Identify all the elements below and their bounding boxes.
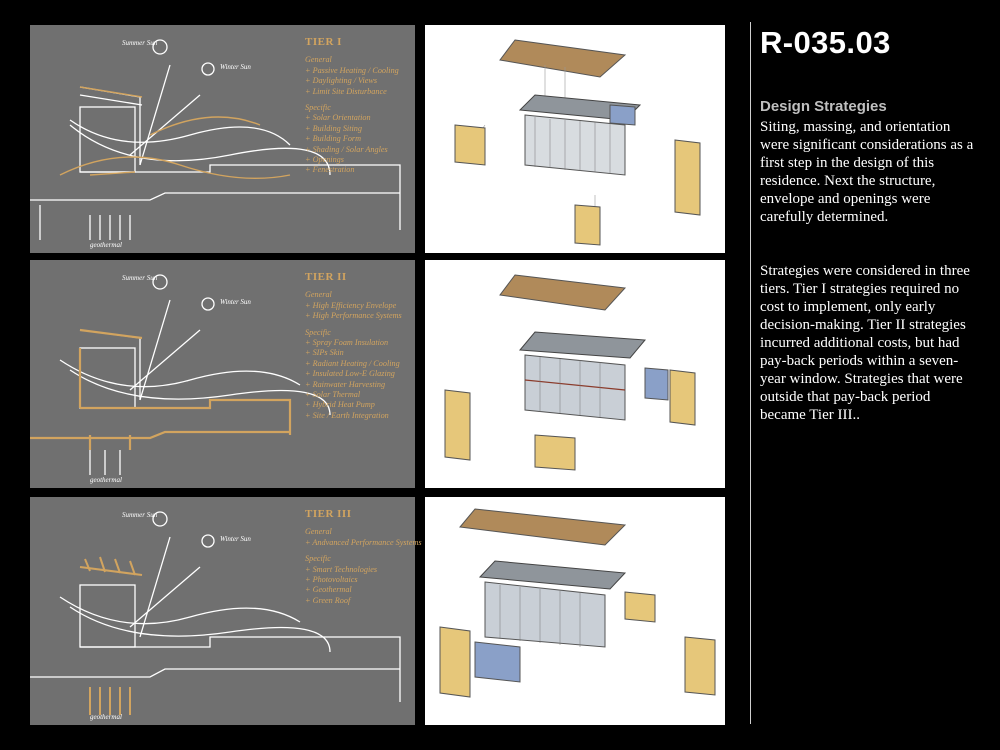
general-item: + Daylighting / Views (305, 76, 378, 86)
document-code: R-035.03 (760, 25, 891, 60)
summer-sun-label: Summer Sun (122, 274, 158, 282)
summer-sun-label: Summer Sun (122, 39, 158, 47)
specific-item: + Photovoltaics (305, 575, 358, 585)
specific-item: + Geothermal (305, 585, 352, 595)
specific-heading: Specific (305, 103, 331, 113)
general-item: + Andvanced Performance Systems (305, 537, 422, 547)
general-heading: General (305, 55, 332, 65)
specific-heading: Specific (305, 554, 331, 564)
winter-sun-label: Winter Sun (220, 298, 251, 306)
specific-item: + Site / Earth Integration (305, 410, 389, 420)
section-title: Design Strategies (760, 98, 887, 115)
specific-item: + Fenestration (305, 165, 355, 175)
tier1-strategy-list (305, 37, 423, 176)
specific-item: + Spray Foam Insulation (305, 338, 389, 348)
general-heading: General (305, 527, 332, 537)
specific-item: + Radiant Heating / Cooling (305, 358, 400, 368)
body-paragraph: Strategies were considered in three tiers. Tier I strategies required no cost to implement, only early decision-making. Tier II strategies incurred additional costs, but had pay-back periods within a seven-year window. Strategies that were outside that pay-back period became Tier III.. (760, 263, 970, 423)
geothermal-label: geothermal (90, 713, 122, 721)
specific-item: + Hybrid Heat Pump (305, 400, 375, 410)
geothermal-label: geothermal (90, 241, 122, 249)
specific-item: + Solar Orientation (305, 113, 371, 123)
specific-item: + Solar Thermal (305, 390, 361, 400)
exploded-axonometric-model (425, 260, 725, 488)
exploded-axonometric-model (425, 25, 725, 253)
specific-item: + Building Siting (305, 123, 362, 133)
specific-item: + Insulated Low-E Glazing (305, 369, 395, 379)
tier2-strategy-list (305, 272, 423, 421)
general-item: + Limit Site Disturbance (305, 86, 387, 96)
body-paragraph: Siting, massing, and orientation were significant considerations as a first step in the design of this residence. Next the structure, envelope and openings were carefully determined. (760, 119, 974, 225)
tier3-model-panel (425, 497, 725, 725)
column-divider (750, 22, 751, 724)
tier3-sketch-panel (30, 497, 422, 725)
specific-heading: Specific (305, 327, 331, 337)
general-item: + High Performance Systems (305, 311, 402, 321)
tier3-strategy-list (305, 509, 423, 606)
tier2-sketch-panel (30, 260, 415, 488)
specific-item: + SIPs Skin (305, 348, 344, 358)
specific-item: + Shading / Solar Angles (305, 144, 388, 154)
specific-item: + Rainwater Harvesting (305, 379, 386, 389)
exploded-axonometric-model (425, 497, 725, 725)
tier-title: TIER III (305, 508, 352, 520)
general-item: + High Efficiency Envelope (305, 300, 397, 310)
specific-item: + Openings (305, 155, 344, 165)
specific-item: + Building Form (305, 134, 362, 144)
summer-sun-label: Summer Sun (122, 511, 158, 519)
winter-sun-label: Winter Sun (220, 63, 251, 71)
specific-item: + Smart Technologies (305, 564, 378, 574)
tier1-sketch-panel (30, 25, 415, 253)
tier2-model-panel (425, 260, 725, 488)
geothermal-label: geothermal (90, 476, 122, 484)
winter-sun-label: Winter Sun (220, 535, 251, 543)
general-item: + Passive Heating / Cooling (305, 65, 399, 75)
general-heading: General (305, 290, 332, 300)
tier1-model-panel (425, 25, 725, 253)
specific-item: + Green Roof (305, 595, 351, 605)
tier-title: TIER II (305, 271, 347, 283)
tier-title: TIER I (305, 36, 342, 48)
